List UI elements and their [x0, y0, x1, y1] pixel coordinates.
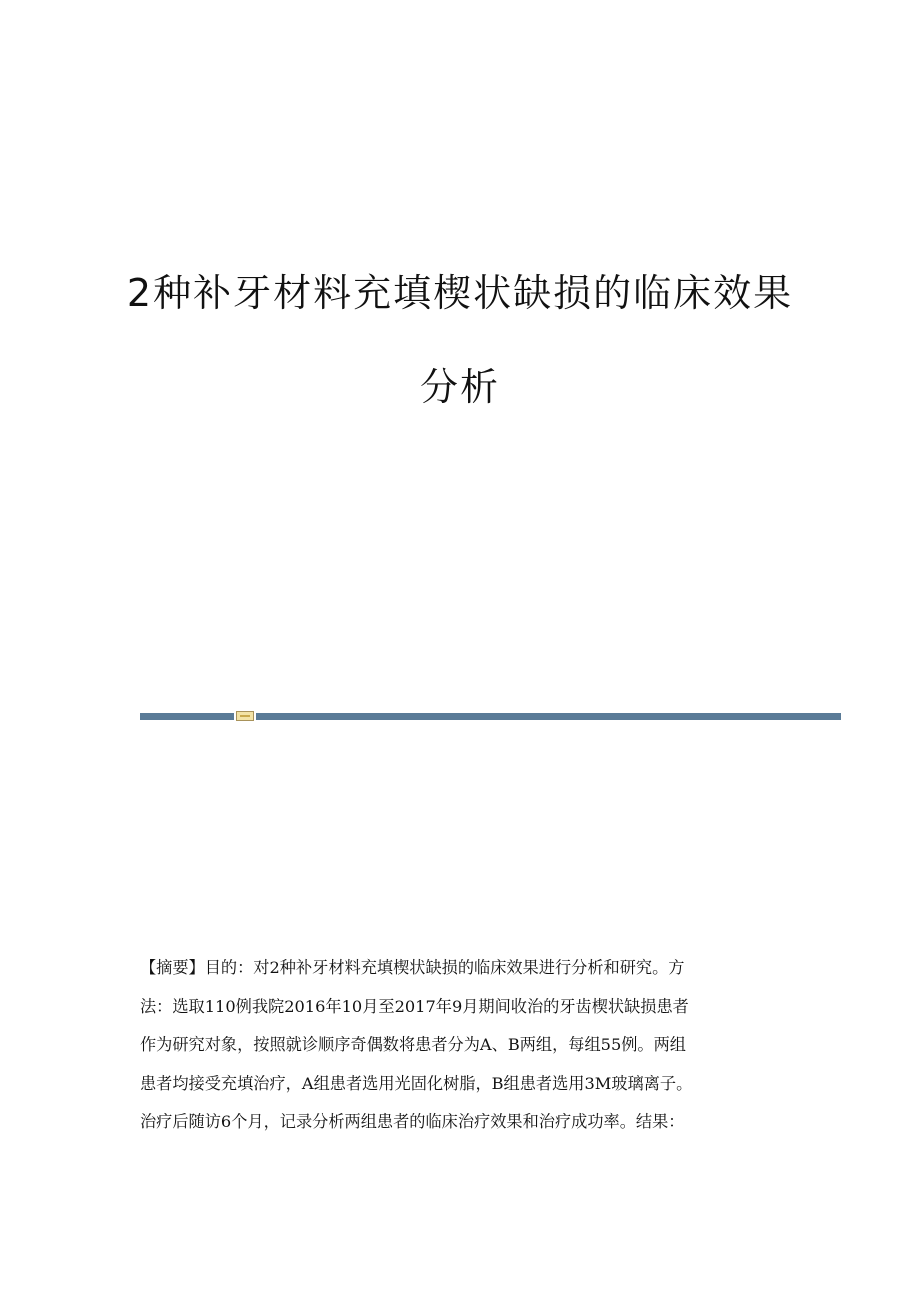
divider-bar-left: [140, 713, 234, 720]
divider-ornament-icon: [236, 711, 254, 721]
divider-bar-right: [256, 713, 841, 720]
abstract-line: 患者均接受充填治疗，A组患者选用光固化树脂，B组患者选用3M玻璃离子。: [140, 1073, 693, 1093]
abstract-line: 作为研究对象，按照就诊顺序奇偶数将患者分为A、B两组，每组55例。两组: [140, 1035, 686, 1054]
document-title-line-1: 2种补牙材料充填楔状缺损的临床效果: [126, 271, 794, 315]
abstract-line: 【摘要】目的：对2种补牙材料充填楔状缺损的临床效果进行分析和研究。方: [140, 958, 685, 977]
abstract-line: 法：选取110例我院2016年10月至2017年9月期间收治的牙齿楔状缺损患者: [140, 996, 689, 1016]
section-divider: [140, 711, 841, 720]
document-title-line-2: 分析: [419, 365, 500, 409]
abstract-paragraph: [140, 949, 780, 1142]
abstract-line: 治疗后随访6个月，记录分析两组患者的临床治疗效果和治疗成功率。结果：: [140, 1112, 685, 1131]
